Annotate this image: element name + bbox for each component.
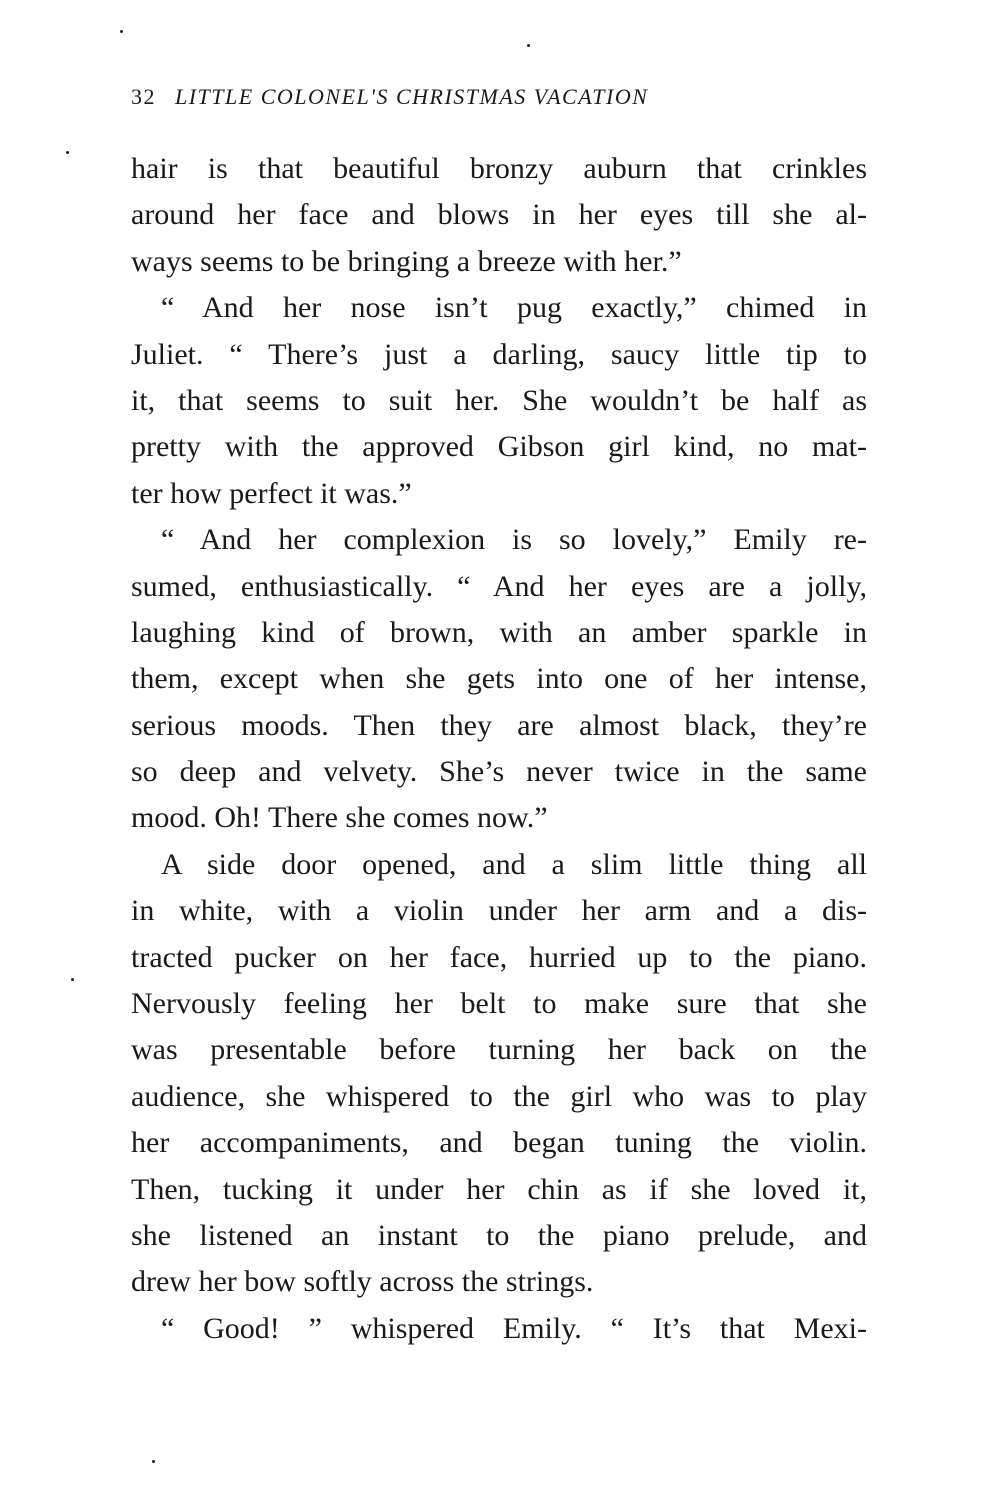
text-line: was presentable before turning her back on the [131,1033,867,1067]
text-line: them, except when she gets into one of her intense, [131,662,867,696]
text-line: she listened an instant to the piano prelude, and [131,1218,867,1252]
text-line: around her face and blows in her eyes till she al- [131,198,867,232]
text-line: drew her bow softly across the strings. [131,1265,594,1299]
text-line: ways seems to be bringing a breeze with her.” [131,244,682,278]
text-line: Then, tucking it under her chin as if she loved it, [131,1172,867,1206]
text-line: serious moods. Then they are almost black, they’re [131,708,867,742]
body-text [131,146,867,1352]
text-line: “ And her complexion is so lovely,” Emily re- [161,523,867,557]
scan-speck [71,978,74,981]
text-line: ter how perfect it was.” [131,476,412,510]
page-header [131,84,871,118]
running-title: LITTLE COLONEL'S CHRISTMAS VACATION [175,84,649,109]
text-line: it, that seems to suit her. She wouldn’t be half as [131,383,867,417]
text-line: pretty with the approved Gibson girl kind, no mat- [131,430,867,464]
text-line: Juliet. “ There’s just a darling, saucy little tip to [131,337,867,371]
text-line: Nervously feeling her belt to make sure that she [131,987,867,1021]
text-line: tracted pucker on her face, hurried up to the piano. [131,940,867,974]
text-line: A side door opened, and a slim little thing all [161,847,867,881]
scan-speck [527,44,530,47]
text-line: audience, she whispered to the girl who was to play [131,1079,867,1113]
text-line: “ And her nose isn’t pug exactly,” chimed in [161,291,867,325]
scan-speck [66,151,69,154]
scan-speck [120,30,123,33]
text-line: mood. Oh! There she comes now.” [131,801,548,835]
text-line: in white, with a violin under her arm and a dis- [131,894,867,928]
text-line: “ Good! ” whispered Emily. “ It’s that Mexi- [161,1311,867,1345]
scan-speck [152,1460,155,1463]
text-line: so deep and velvety. She’s never twice in the same [131,755,867,789]
text-line: her accompaniments, and began tuning the violin. [131,1126,867,1160]
text-line: hair is that beautiful bronzy auburn that crinkles [131,152,867,185]
text-line: sumed, enthusiastically. “ And her eyes are a jolly, [131,569,867,603]
text-line: laughing kind of brown, with an amber sparkle in [131,615,867,649]
page-number: 32 [131,84,156,109]
